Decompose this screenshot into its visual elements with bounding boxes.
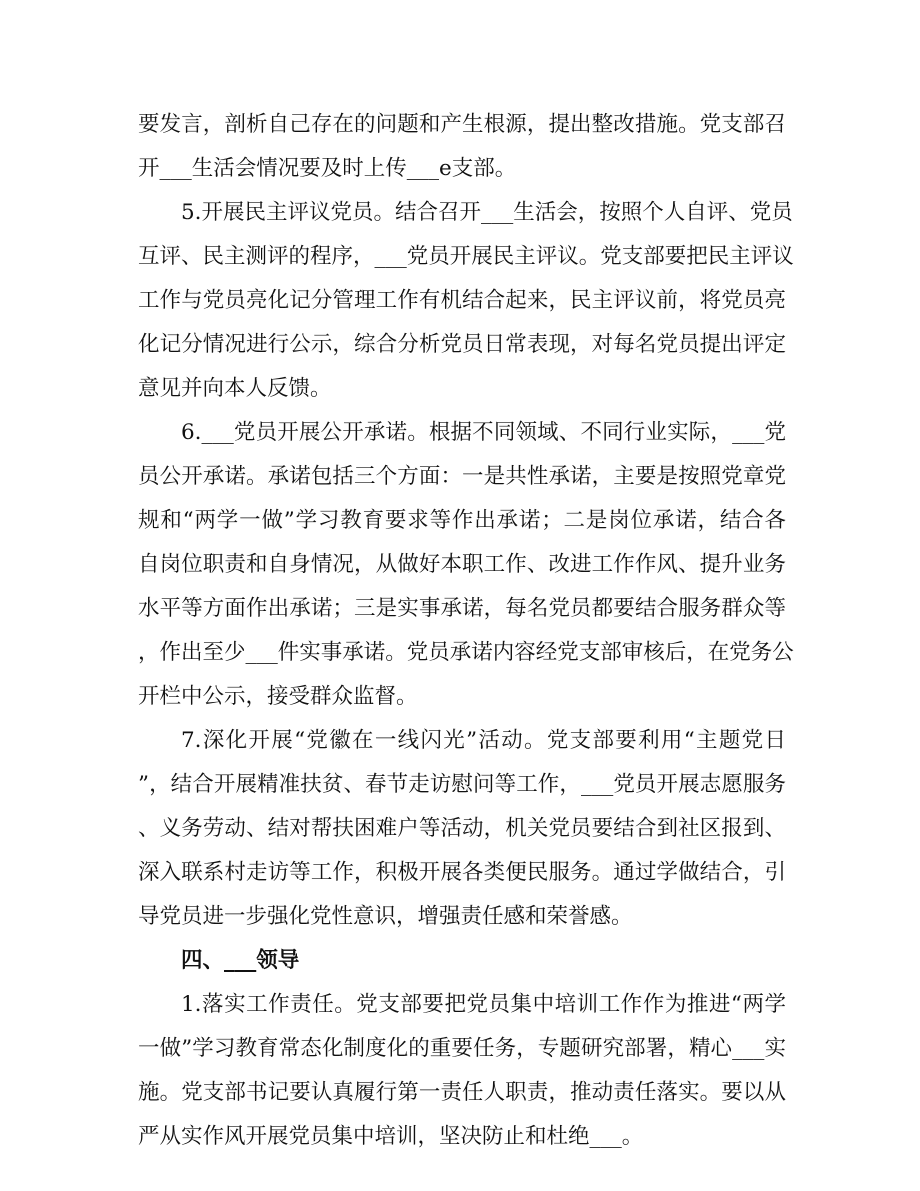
text-line: 开___生活会情况要及时上传___e支部。 (138, 156, 517, 181)
text-line: 员公开承诺。承诺包括三个方面：一是共性承诺，主要是按照党章党 (138, 464, 786, 489)
text-line: 水平等方面作出承诺；三是实事承诺，每名党员都要结合服务群众等 (138, 596, 786, 621)
text-line: 互评、民主测评的程序，___党员开展民主评议。党支部要把民主评议 (138, 244, 794, 269)
paragraph-start-line: 1.落实工作责任。党支部要把党员集中培训工作作为推进“两学 (181, 992, 786, 1017)
text-line: 、义务劳动、结对帮扶困难户等活动，机关党员要结合到社区报到、 (138, 816, 786, 841)
text-line: 深入联系村走访等工作，积极开展各类便民服务。通过学做结合，引 (138, 860, 786, 885)
text-line: 意见并向本人反馈。 (138, 376, 332, 401)
text-line: 导党员进一步强化党性意识，增强责任感和荣誉感。 (138, 904, 633, 929)
section-heading: 四、___领导 (181, 948, 300, 973)
text-line: 化记分情况进行公示，综合分析党员日常表现，对每名党员提出评定 (138, 332, 786, 357)
text-line: ”，结合开展精准扶贫、春节走访慰问等工作，___党员开展志愿服务 (138, 772, 786, 797)
text-line: ，作出至少___件实事承诺。党员承诺内容经党支部审核后，在党务公 (138, 640, 794, 665)
paragraph-start-line: 5.开展民主评议党员。结合召开___生活会，按照个人自评、党员 (181, 200, 793, 225)
text-line: 工作与党员亮化记分管理工作有机结合起来，民主评议前，将党员亮 (138, 288, 786, 313)
text-line: 规和“两学一做”学习教育要求等作出承诺；二是岗位承诺，结合各 (138, 508, 786, 533)
paragraph-start-line: 7.深化开展“党徽在一线闪光”活动。党支部要利用“主题党日 (181, 728, 786, 753)
text-line: 自岗位职责和自身情况，从做好本职工作、改进工作作风、提升业务 (138, 552, 786, 577)
text-line: 一做”学习教育常态化制度化的重要任务，专题研究部署，精心___实 (138, 1036, 786, 1061)
text-line: 施。党支部书记要认真履行第一责任人职责，推动责任落实。要以从 (138, 1080, 786, 1105)
text-line: 要发言，剖析自己存在的问题和产生根源，提出整改措施。党支部召 (138, 112, 786, 137)
text-line: 开栏中公示，接受群众监督。 (138, 684, 418, 709)
text-line: 严从实作风开展党员集中培训，坚决防止和杜绝___。 (138, 1124, 644, 1149)
paragraph-start-line: 6.___党员开展公开承诺。根据不同领域、不同行业实际，___党 (181, 420, 786, 445)
